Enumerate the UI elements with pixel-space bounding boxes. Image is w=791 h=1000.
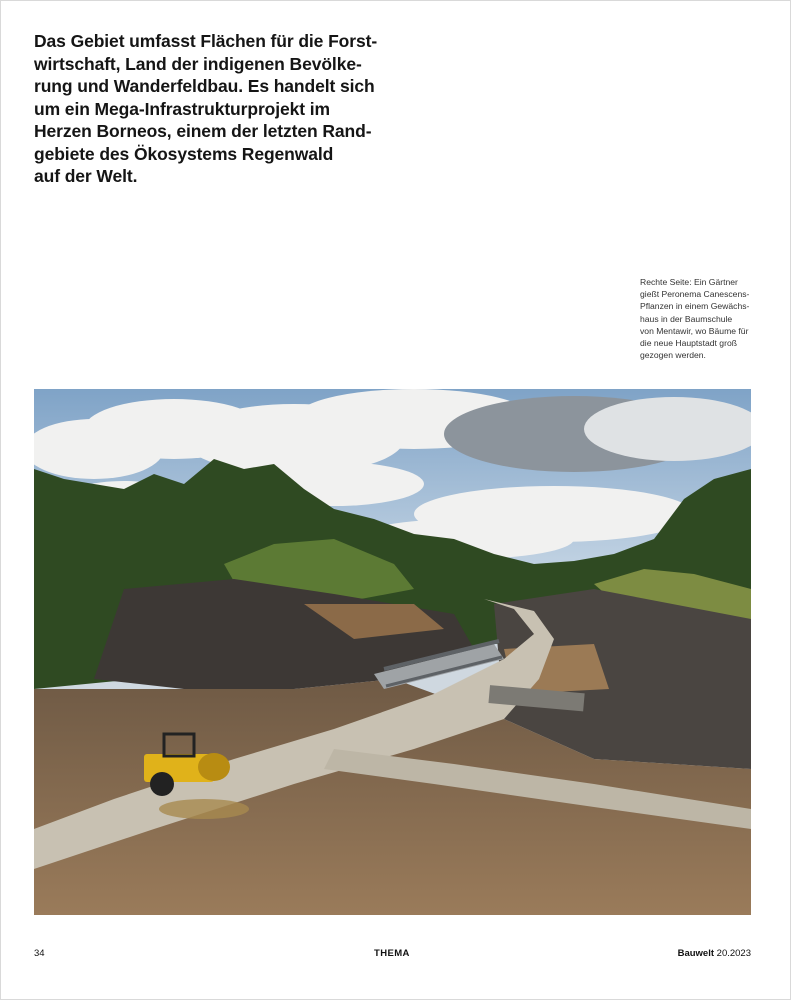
caption-line: Pflanzen in einem Gewächs- [640,301,750,312]
pull-quote-line: gebiete des Ökosystems Regenwald [34,143,334,164]
caption-line: von Mentawir, wo Bäume für [640,325,749,336]
publication-info [678,948,751,959]
pull-quote-line: Herzen Borneos, einem der letzten Rand- [34,121,372,141]
publication-name: Bauwelt [677,948,715,959]
caption-line: gezogen werden. [640,350,706,361]
issue-number: 20.2023 [716,948,751,959]
pull-quote-line: Das Gebiet umfasst Flächen für die Forst- [34,31,378,51]
page-number: 34 [34,948,45,959]
photo-caption [640,276,758,361]
pull-quote-line: um ein Mega-Infrastrukturprojekt im [34,98,330,119]
caption-line: haus in der Baumschule [640,313,733,324]
puddle [159,799,249,819]
pull-quote-line: rung und Wanderfeldbau. Es handelt sich [34,76,375,96]
caption-line: die neue Hauptstadt groß [640,338,737,349]
caption-line: gießt Peronema Canescens- [640,289,750,300]
photo-illustration [34,389,751,915]
pull-quote [34,30,394,188]
caption-line: Rechte Seite: Ein Gärtner [640,277,738,287]
pull-quote-line: wirtschaft, Land der indigenen Bevölke- [34,53,362,74]
pull-quote-line: auf der Welt. [34,166,138,186]
construction-site-photo [34,389,751,915]
section-name: THEMA [374,948,410,959]
